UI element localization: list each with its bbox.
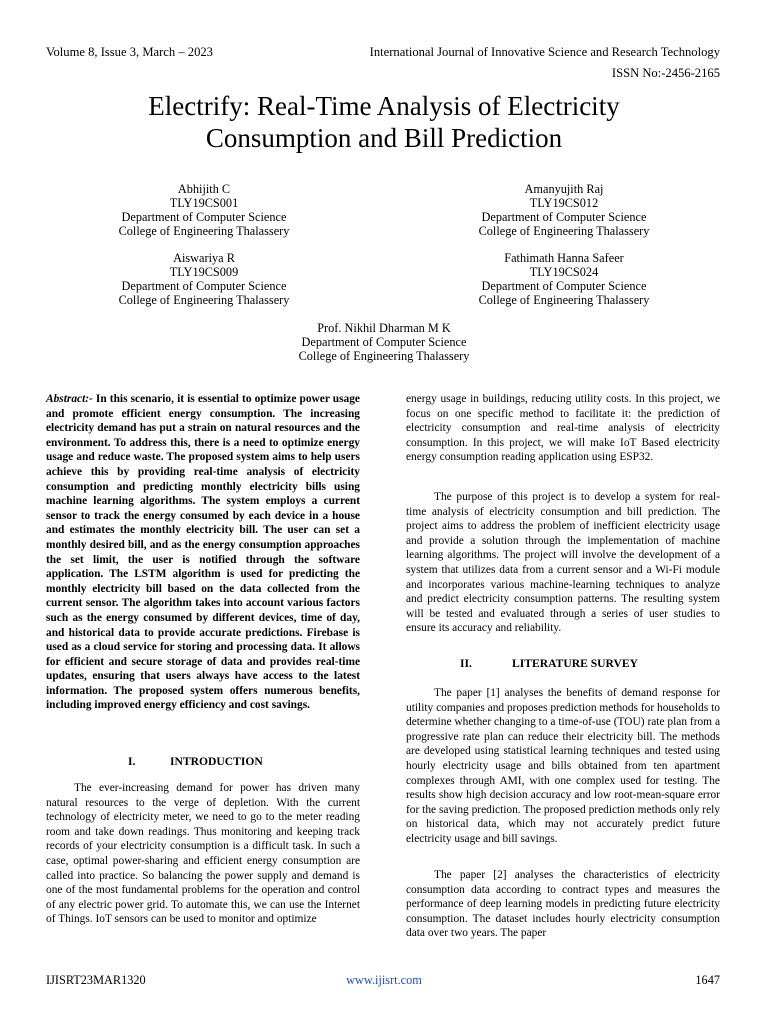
author-dept: Department of Computer Science — [481, 210, 647, 224]
author-block — [54, 182, 354, 238]
volume-info: Volume 8, Issue 3, March – 2023 — [46, 45, 213, 59]
author-college: College of Engineering Thalassery — [298, 349, 470, 363]
paper-id: IJISRT23MAR1320 — [46, 973, 146, 987]
author-id: TLY19CS024 — [529, 265, 599, 279]
author-dept: Department of Computer Science — [301, 335, 467, 349]
author-id: TLY19CS009 — [169, 265, 239, 279]
abstract-label: Abstract:- — [46, 393, 93, 405]
body-paragraph: The paper [2] analyses the characteristics of electricity consumption data according to contract types and measures the performance of deep learning models in predicting future electricity consumption. The dataset includes hourly electricity consumption data over two years. The paper — [406, 869, 720, 940]
page-number: 1647 — [695, 973, 720, 987]
title-line-1: Electrify: Real-Time Analysis of Electricity — [148, 91, 620, 121]
body-paragraph: The ever-increasing demand for power has driven many natural resources to the verge of depletion. With the current technology of electricity meter, we need to go to the meter reading room and take down readings. Thus monitoring and keeping track records of your electricity consumption is a difficult task. In such a case, optimal power-sharing and efficient energy consumption are called into practice. So balancing the power supply and demand is one of the most fundamental problems for the operation and control of any electric power grid. To automate this, we can use the Internet of Things. IoT sensors can be used to monitor and optimize — [46, 782, 360, 926]
author-dept: Department of Computer Science — [481, 279, 647, 293]
abstract-text: In this scenario, it is essential to optimize power usage and promote efficient energy consumption. The increasing electricity demand has put a strain on natural resources and the environment. To address this, there is a need to optimize energy usage and reduce waste. The proposed system aims to help users achieve this by providing real-time analysis of electricity consumption and predicting monthly electricity bills using machine learning algorithms. The system employs a current sensor to track the energy consumed by each device in a house and estimates the monthly electricity bill. The user can set a monthly desired bill, and as the energy consumption approaches the set limit, the user is notified through the software application. The LSTM algorithm is used for predicting the monthly electricity bill based on the data collected from the current sensor. The algorithm takes into account various factors such as the energy consumed by different devices, time of day, and historical data to provide accurate predictions. Firebase is used as a cloud service for storing and processing data. It allows for efficient and secure storage of data and provides real-time updates, ensuring that users always have access to the latest information. The proposed system offers numerous benefits, including improved energy efficiency and cost savings. — [46, 393, 360, 712]
author-dept: Department of Computer Science — [121, 210, 287, 224]
author-block — [234, 321, 534, 363]
author-college: College of Engineering Thalassery — [118, 293, 290, 307]
body-paragraph: The purpose of this project is to develop a system for real-time analysis of electricity consumption and bill prediction. The project aims to address the problem of inefficient electricity usage and provide a solution through the implementation of machine learning algorithms. The project will involve the development of a system that utilizes data from a current sensor and a Wi-Fi module and incorporates various machine-learning techniques to analyze and predict electricity consumption patterns. The resulting system will be tested and evaluated through a series of user studies to ensure its accuracy and reliability. — [406, 491, 720, 635]
author-block — [54, 251, 354, 307]
author-id: TLY19CS012 — [529, 196, 599, 210]
author-college: College of Engineering Thalassery — [478, 293, 650, 307]
section-number: I. — [128, 755, 136, 768]
body-paragraph: energy usage in buildings, reducing utility costs. In this project, we focus on one specific method to facilitate it: the prediction of electricity consumption and real-time analysis of electricity consumption. In this project, we will make IoT Based electricity energy consumption reading application using ESP32. — [406, 393, 720, 464]
author-dept: Department of Computer Science — [121, 279, 287, 293]
journal-name: International Journal of Innovative Science and Research Technology — [369, 45, 720, 59]
abstract — [46, 392, 360, 713]
author-name: Amanyujith Raj — [524, 182, 604, 196]
journal-url-link[interactable]: www.ijisrt.com — [346, 973, 422, 987]
section-title: INTRODUCTION — [170, 755, 263, 768]
author-college: College of Engineering Thalassery — [118, 224, 290, 238]
body-paragraph: The paper [1] analyses the benefits of demand response for utility companies and proposes prediction methods for households to determine whether changing to a time-of-use (TOU) rate plan from a progressive rate plan can reduce their electricity bill. The methods are developed using statistical learning techniques and tested using hourly electricity usage and bills obtained from ten apartment complexes through AMI, with one complex used for testing. The results show high decision accuracy and low root-mean-square error for the saving prediction. The proposed prediction methods only rely on historical data, which may not accurately predict future electricity usage and bill savings. — [406, 687, 720, 845]
title-line-2: Consumption and Bill Prediction — [205, 123, 563, 153]
author-name: Prof. Nikhil Dharman M K — [317, 321, 451, 335]
author-college: College of Engineering Thalassery — [478, 224, 650, 238]
issn: ISSN No:-2456-2165 — [611, 66, 720, 80]
author-block — [414, 251, 714, 307]
author-block — [414, 182, 714, 238]
author-name: Abhijith C — [177, 182, 231, 196]
author-name: Fathimath Hanna Safeer — [504, 251, 624, 265]
author-id: TLY19CS001 — [169, 196, 239, 210]
author-name: Aiswariya R — [173, 251, 235, 265]
section-title: LITERATURE SURVEY — [512, 657, 638, 670]
paper-title — [0, 90, 768, 154]
section-number: II. — [460, 657, 472, 670]
